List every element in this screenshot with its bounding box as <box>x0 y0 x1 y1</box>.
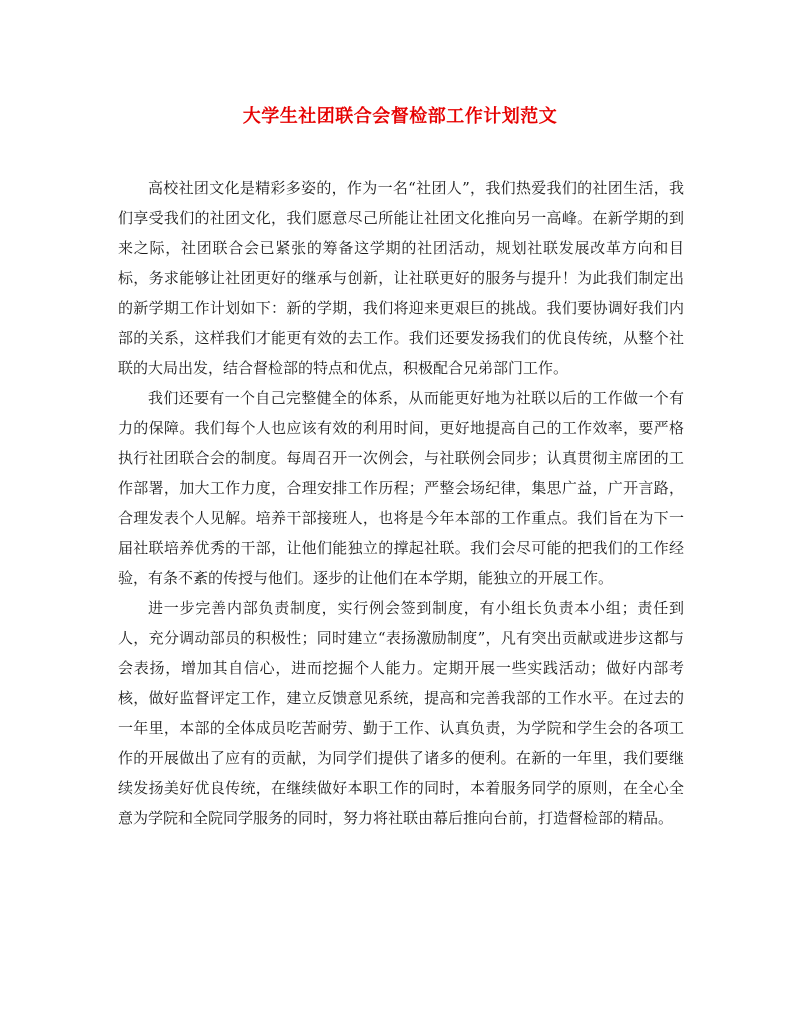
paragraph-3: 进一步完善内部负责制度，实行例会签到制度，有小组长负责本小组；责任到人，充分调动部员的积极性；同时建立“表扬激励制度”，凡有突出贡献或进步这都与会表扬，增加其自信心，进而挖掘个人能力。定期开展一些实践活动；做好内部考核，做好监督评定工作，建立反馈意见系统，提高和完善我部的工作水平。在过去的一年里，本部的全体成员吃苦耐劳、勤于工作、认真负责，为学院和学生会的各项工作的开展做出了应有的贡献，为同学们提供了诸多的便利。在新的一年里，我们要继续发扬美好优良传统，在继续做好本职工作的同时，本着服务同学的原则，在全心全意为学院和全院同学服务的同时，努力将社联由幕后推向台前，打造督检部的精品。 <box>118 599 684 827</box>
paragraph-1: 高校社团文化是精彩多姿的，作为一名“社团人”，我们热爱我们的社团生活，我们享受我们的社团文化，我们愿意尽己所能让社团文化推向另一高峰。在新学期的到来之际，社团联合会已紧张的筹备这学期的社团活动，规划社联发展改革方向和目标，务求能够让社团更好的继承与创新，让社联更好的服务与提升！为此我们制定出的新学期工作计划如下：新的学期，我们将迎来更艰巨的挑战。我们要协调好我们内部的关系，这样我们才能更有效的去工作。我们还要发扬我们的优良传统，从整个社联的大局出发，结合督检部的特点和优点，积极配合兄弟部门工作。 <box>118 179 684 377</box>
document-body <box>118 173 684 833</box>
document-title: 大学生社团联合会督检部工作计划范文 <box>242 106 558 127</box>
paragraph-2: 我们还要有一个自己完整健全的体系，从而能更好地为社联以后的工作做一个有力的保障。我们每个人也应该有效的利用时间，更好地提高自己的工作效率，要严格执行社团联合会的制度。每周召开一次例会，与社联例会同步；认真贯彻主席团的工作部署，加大工作力度，合理安排工作历程；严整会场纪律，集思广益，广开言路，合理发表个人见解。培养干部接班人，也将是今年本部的工作重点。我们旨在为下一届社联培养优秀的干部，让他们能独立的撑起社联。我们会尽可能的把我们的工作经验，有条不紊的传授与他们。逐步的让他们在本学期，能独立的开展工作。 <box>118 389 684 587</box>
